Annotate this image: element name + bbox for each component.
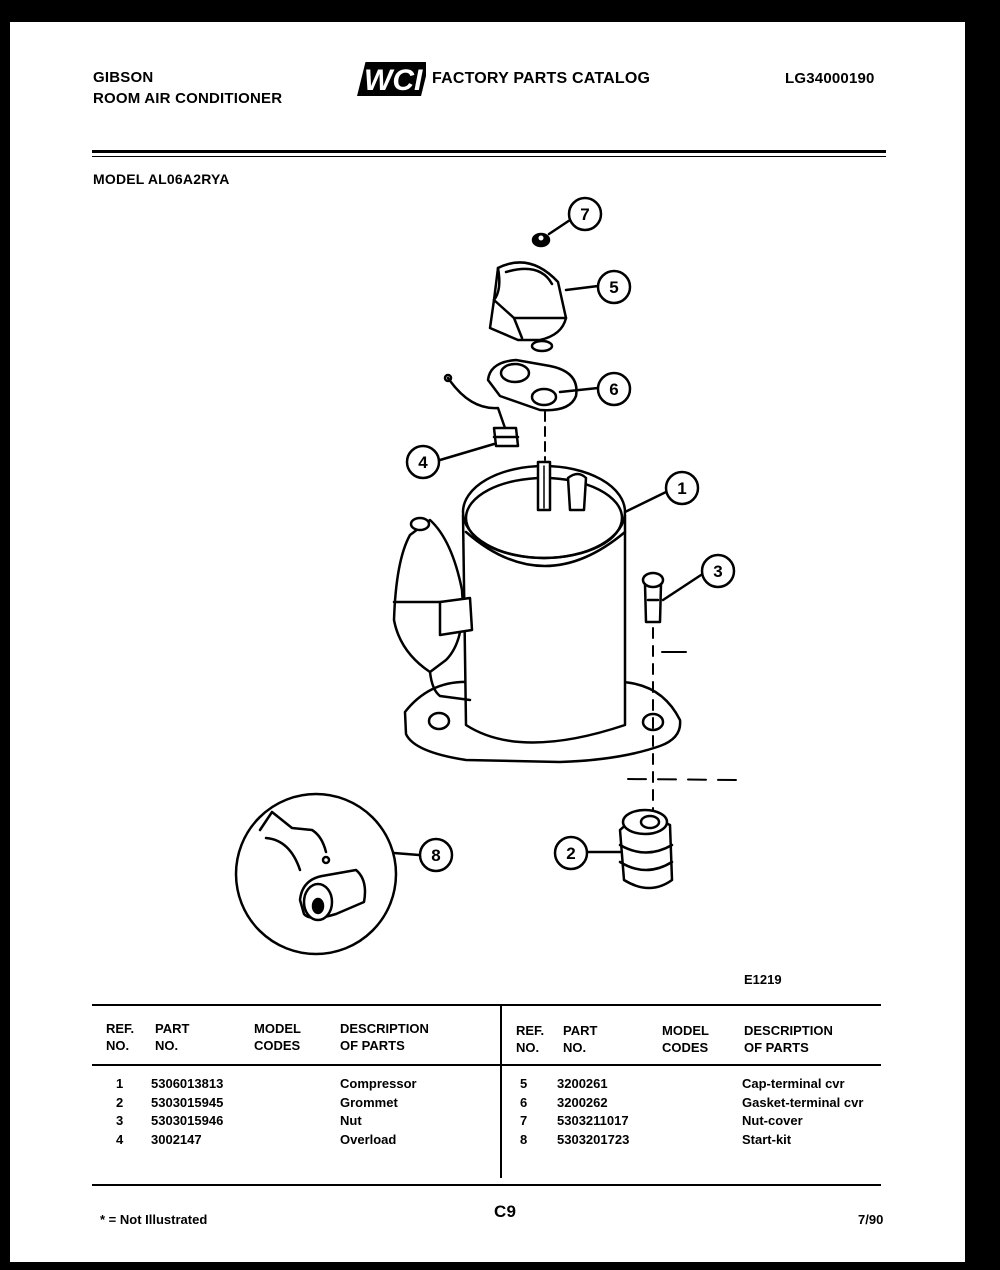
table-cell: 3 xyxy=(116,1113,124,1128)
right-ref-column xyxy=(520,1075,527,1149)
callout-6: 6 xyxy=(609,380,619,399)
table-cell: Compressor xyxy=(340,1076,417,1091)
table-cell: Cap-terminal cvr xyxy=(742,1076,845,1091)
product-type: ROOM AIR CONDITIONER xyxy=(93,90,283,107)
table-cell: 2 xyxy=(116,1094,124,1110)
table-cell: Gasket-terminal cvr xyxy=(742,1094,864,1110)
callout-4: 4 xyxy=(418,453,428,472)
revision-date: 7/90 xyxy=(858,1212,884,1227)
table-cell: 3002147 xyxy=(151,1131,202,1147)
table-cell: 7 xyxy=(520,1113,528,1128)
callout-2: 2 xyxy=(566,844,576,863)
right-desc-column xyxy=(742,1075,863,1149)
hdr-desc-left: DESCRIPTION OF PARTS xyxy=(340,1021,429,1053)
hdr-ref-right: REF. NO. xyxy=(516,1023,545,1055)
table-cell: Start-kit xyxy=(742,1131,792,1147)
footer-note: * = Not Illustrated xyxy=(100,1212,208,1227)
callout-7: 7 xyxy=(580,205,590,224)
table-rule-header xyxy=(92,1064,881,1066)
hdr-ref-left: REF. NO. xyxy=(106,1021,135,1053)
table-cell: Overload xyxy=(340,1131,397,1147)
table-cell: 5303015946 xyxy=(151,1113,224,1128)
table-cell: 3200261 xyxy=(557,1076,608,1091)
callout-8: 8 xyxy=(431,846,441,865)
callout-1: 1 xyxy=(677,479,687,498)
table-cell: 3200262 xyxy=(557,1094,608,1110)
callout-3: 3 xyxy=(713,562,723,581)
table-cell: Nut xyxy=(340,1113,362,1128)
hdr-part-right: PART NO. xyxy=(563,1023,598,1055)
table-cell: 5306013813 xyxy=(151,1076,224,1091)
catalog-title: FACTORY PARTS CATALOG xyxy=(432,70,651,87)
table-cell: 1 xyxy=(116,1076,124,1091)
hdr-model-right: MODEL CODES xyxy=(662,1023,709,1055)
table-cell: 5303015945 xyxy=(151,1094,224,1110)
catalog-code: LG34000190 xyxy=(785,70,875,87)
hdr-part-left: PART NO. xyxy=(155,1021,190,1053)
table-cell: 8 xyxy=(520,1131,528,1147)
hdr-model-left: MODEL CODES xyxy=(254,1021,301,1053)
table-cell: 5 xyxy=(520,1076,528,1091)
left-desc-column xyxy=(340,1075,417,1149)
table-cell: 6 xyxy=(520,1094,528,1110)
grommet-part xyxy=(620,810,672,888)
table-cell: Nut-cover xyxy=(742,1113,803,1128)
table-rule-top xyxy=(92,1004,881,1006)
left-part-column xyxy=(151,1075,223,1149)
table-cell: Grommet xyxy=(340,1094,398,1110)
gasket-part xyxy=(488,360,576,410)
start-kit-detail xyxy=(236,794,396,954)
table-rule-bottom xyxy=(92,1184,881,1186)
callout-5: 5 xyxy=(609,278,619,297)
model-line: MODEL AL06A2RYA xyxy=(93,171,230,187)
brand-name: GIBSON xyxy=(93,69,154,86)
right-part-column xyxy=(557,1075,629,1149)
bolt-part xyxy=(643,573,663,622)
table-divider xyxy=(500,1006,502,1178)
table-cell: 5303211017 xyxy=(557,1113,629,1128)
figure-id: E1219 xyxy=(744,972,782,987)
logo-text: WCI xyxy=(364,64,423,97)
page-number: C9 xyxy=(494,1202,517,1221)
nut-cover-part xyxy=(533,234,549,246)
hdr-desc-right: DESCRIPTION OF PARTS xyxy=(744,1023,833,1055)
terminal-cover-part xyxy=(490,262,566,377)
table-cell: 5303201723 xyxy=(557,1131,630,1147)
left-ref-column xyxy=(116,1075,123,1149)
table-cell: 4 xyxy=(116,1131,124,1147)
